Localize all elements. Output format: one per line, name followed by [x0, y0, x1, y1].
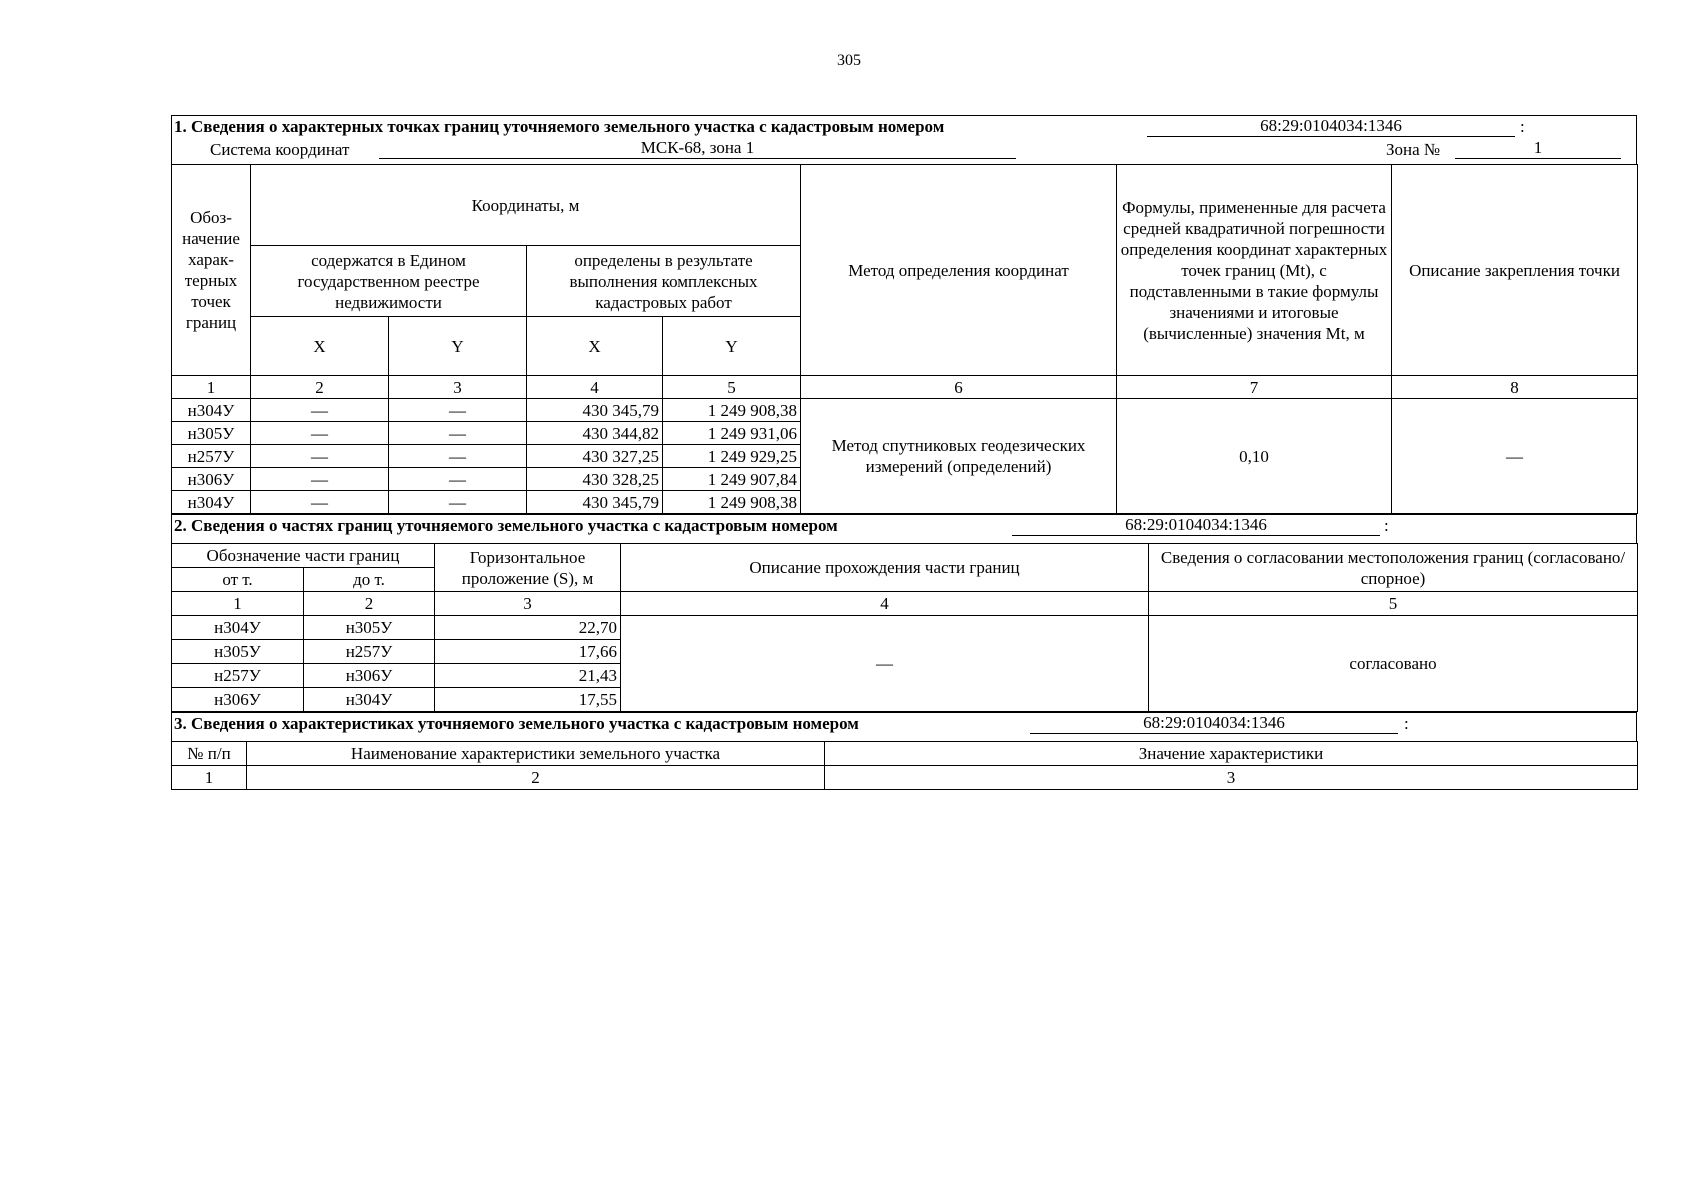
y-egrn: —	[389, 422, 527, 445]
x-value: 430 344,82	[527, 422, 663, 445]
header-distance: Горизонтальное проложение (S), м	[435, 544, 621, 592]
section2-cadastral-number: 68:29:0104034:1346	[1012, 515, 1380, 536]
section2-colon: :	[1384, 516, 1389, 535]
header-x-kkr: X	[527, 317, 663, 376]
points-table	[171, 164, 1638, 514]
x-egrn: —	[251, 399, 389, 422]
point-name: н304У	[172, 399, 251, 422]
header-from: от т.	[172, 568, 304, 592]
header-y-egrn: Y	[389, 317, 527, 376]
col-number: 6	[801, 376, 1117, 399]
section3-header	[171, 712, 1637, 741]
section2-header	[171, 514, 1637, 543]
header-x-egrn: X	[251, 317, 389, 376]
y-egrn: —	[389, 491, 527, 514]
point-name: н306У	[172, 468, 251, 491]
coord-system-value: МСК-68, зона 1	[379, 138, 1016, 159]
mt-value: 0,10	[1117, 399, 1392, 514]
col-number: 1	[172, 376, 251, 399]
x-value: 430 327,25	[527, 445, 663, 468]
header-y-kkr: Y	[663, 317, 801, 376]
section1-header	[171, 115, 1637, 164]
zone-value: 1	[1455, 138, 1621, 159]
y-egrn: —	[389, 445, 527, 468]
fixing-value: —	[1392, 399, 1638, 514]
y-egrn: —	[389, 468, 527, 491]
header-formulas: Формулы, примененные для расчета средней квадратичной погрешности определения координат характерных точек границ (Mt), с подставленными в такие формулы значениями и итоговые (вычисленные) значения Mt, м	[1117, 165, 1392, 376]
header-agreement: Сведения о согласовании местоположения границ (согласовано/спорное)	[1149, 544, 1638, 592]
header-value: Значение характеристики	[825, 742, 1638, 766]
header-kkr: определены в результате выполнения комплексных кадастровых работ	[527, 246, 801, 317]
distance-value: 21,43	[435, 664, 621, 688]
y-value: 1 249 908,38	[663, 491, 801, 514]
characteristics-table	[171, 741, 1638, 790]
header-name: Наименование характеристики земельного участка	[247, 742, 825, 766]
from-point: н305У	[172, 640, 304, 664]
col-number: 5	[1149, 592, 1638, 616]
y-value: 1 249 931,06	[663, 422, 801, 445]
from-point: н306У	[172, 688, 304, 712]
header-coordinates: Координаты, м	[251, 165, 801, 246]
header-egrn: содержатся в Едином государственном реестре недвижимости	[251, 246, 527, 317]
y-value: 1 249 908,38	[663, 399, 801, 422]
col-number: 1	[172, 766, 247, 790]
distance-value: 22,70	[435, 616, 621, 640]
document	[171, 115, 1637, 790]
to-point: н257У	[304, 640, 435, 664]
description-value: —	[621, 616, 1149, 712]
distance-value: 17,55	[435, 688, 621, 712]
section1-colon: :	[1520, 117, 1525, 136]
x-value: 430 345,79	[527, 399, 663, 422]
zone-label: Зона №	[1386, 140, 1441, 159]
coord-system-label: Система координат	[210, 140, 350, 159]
from-point: н304У	[172, 616, 304, 640]
to-point: н304У	[304, 688, 435, 712]
y-egrn: —	[389, 399, 527, 422]
header-designation: Обоз-начение харак-терных точек границ	[172, 165, 251, 376]
col-number: 3	[825, 766, 1638, 790]
x-value: 430 328,25	[527, 468, 663, 491]
to-point: н305У	[304, 616, 435, 640]
section3-title: 3. Сведения о характеристиках уточняемого земельного участка с кадастровым номером	[174, 714, 859, 733]
table-row	[172, 399, 1638, 422]
header-fixing: Описание закрепления точки	[1392, 165, 1638, 376]
col-number: 4	[621, 592, 1149, 616]
x-egrn: —	[251, 468, 389, 491]
method-value: Метод спутниковых геодезических измерений (определений)	[801, 399, 1117, 514]
distance-value: 17,66	[435, 640, 621, 664]
point-name: н305У	[172, 422, 251, 445]
x-egrn: —	[251, 445, 389, 468]
header-part: Обозначение части границ	[172, 544, 435, 568]
table-row	[172, 616, 1638, 640]
parts-table	[171, 543, 1638, 712]
col-number: 3	[389, 376, 527, 399]
x-value: 430 345,79	[527, 491, 663, 514]
section1-title: 1. Сведения о характерных точках границ уточняемого земельного участка с кадастровым номером	[174, 117, 945, 136]
header-description: Описание прохождения части границ	[621, 544, 1149, 592]
page-number: 305	[837, 52, 861, 69]
from-point: н257У	[172, 664, 304, 688]
y-value: 1 249 929,25	[663, 445, 801, 468]
header-method: Метод определения координат	[801, 165, 1117, 376]
x-egrn: —	[251, 491, 389, 514]
col-number: 2	[251, 376, 389, 399]
header-to: до т.	[304, 568, 435, 592]
section3-cadastral-number: 68:29:0104034:1346	[1030, 713, 1398, 734]
section2-title: 2. Сведения о частях границ уточняемого земельного участка с кадастровым номером	[174, 516, 838, 535]
section3-colon: :	[1404, 714, 1409, 733]
col-number: 5	[663, 376, 801, 399]
point-name: н257У	[172, 445, 251, 468]
col-number: 7	[1117, 376, 1392, 399]
col-number: 2	[304, 592, 435, 616]
section1-cadastral-number: 68:29:0104034:1346	[1147, 116, 1515, 137]
col-number: 1	[172, 592, 304, 616]
col-number: 2	[247, 766, 825, 790]
point-name: н304У	[172, 491, 251, 514]
to-point: н306У	[304, 664, 435, 688]
col-number: 8	[1392, 376, 1638, 399]
col-number: 4	[527, 376, 663, 399]
agreement-value: согласовано	[1149, 616, 1638, 712]
y-value: 1 249 907,84	[663, 468, 801, 491]
col-number: 3	[435, 592, 621, 616]
x-egrn: —	[251, 422, 389, 445]
header-num: № п/п	[172, 742, 247, 766]
